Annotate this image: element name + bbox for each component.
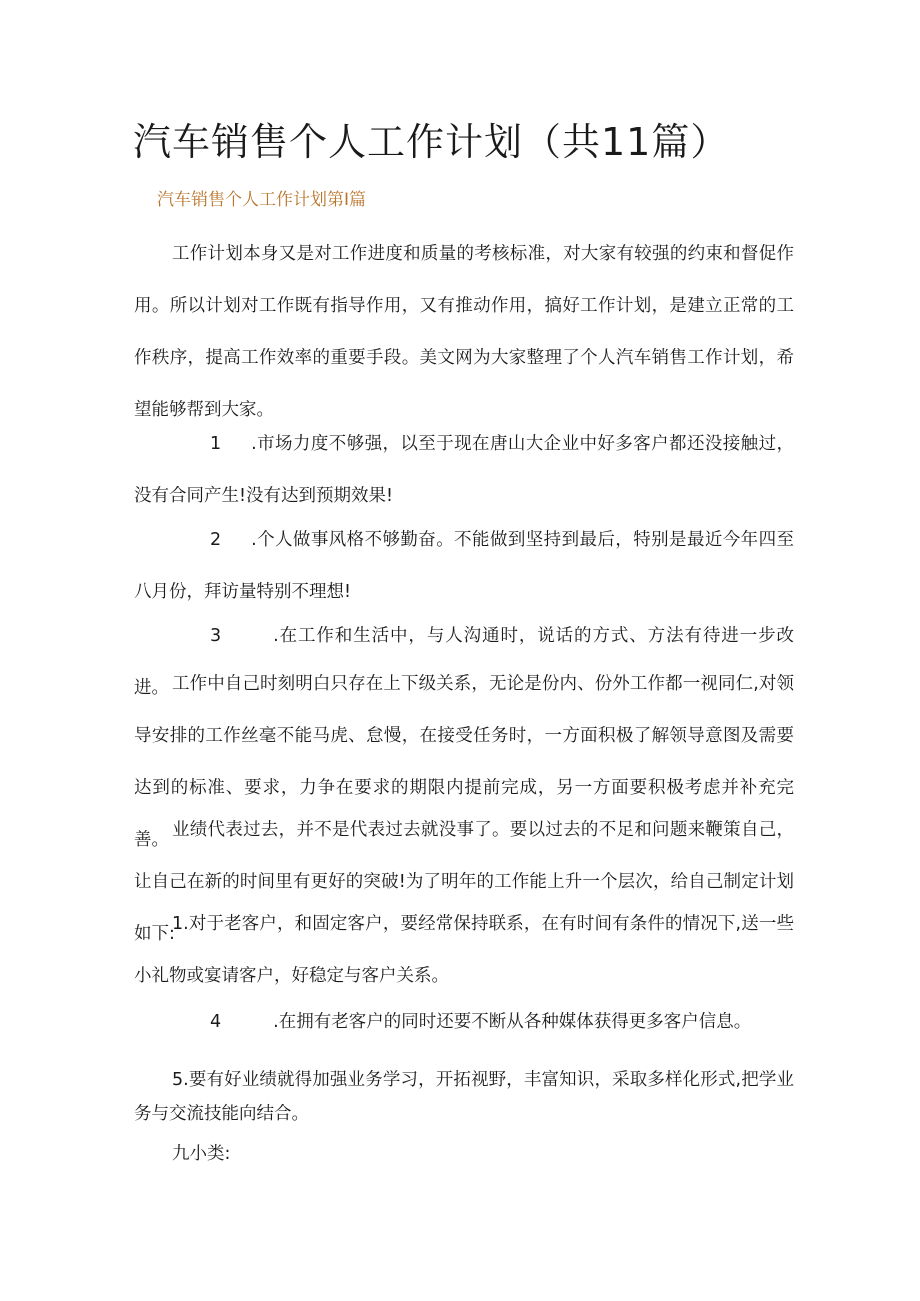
problem-item-2-text: .个人做事风格不够勤奋。不能做到坚持到最后，特别是最近今年四至八月份，拜访量特别不理想! xyxy=(134,530,794,602)
document-title: 汽车销售个人工作计划（共11篇） xyxy=(133,120,730,164)
problem-item-3-number: 3 xyxy=(210,626,222,646)
plan-item-4-text: .在拥有老客户的同时还要不断从各种媒体获得更多客户信息。 xyxy=(273,1012,752,1032)
plan-paragraph: 业绩代表过去，并不是代表过去就没事了。要以过去的不足和问题来鞭策自己，让自己在新的时间里有更好的突破!为了明年的工作能上升一个层次，给自己制定计划如下: xyxy=(134,820,794,944)
attitude-paragraph: 工作中自己时刻明白只存在上下级关系，无论是份内、份外工作都一视同仁,对领导安排的工作丝毫不能马虎、怠慢，在接受任务时，一方面积极了解领导意图及需要达到的标准、要求，力争在要求的期限内提前完成，另一方面要积极考虑并补充完善。 xyxy=(134,674,794,850)
plan-item-1: 1.对于老客户，和固定客户，要经常保持联系，在有时间有条件的情况下,送一些小礼物或宴请客户，好稳定与客户关系。 xyxy=(134,914,794,986)
problem-item-3-text: .在工作和生活中，与人沟通时，说话的方式、方法有待进一步改进。 xyxy=(134,626,794,698)
problem-item-2 xyxy=(134,514,794,618)
problem-item-2-number: 2 xyxy=(210,530,222,550)
plan-item-4 xyxy=(134,996,794,1048)
intro-paragraph: 工作计划本身又是对工作进度和质量的考核标准，对大家有较强的约束和督促作用。所以计划对工作既有指导作用，又有推动作用，搞好工作计划，是建立正常的工作秩序，提高工作效率的重要手段。美文网为大家整理了个人汽车销售工作计划，希望能够帮到大家。 xyxy=(134,244,794,420)
plan-item-5: 5.要有好业绩就得加强业务学习，开拓视野，丰富知识，采取多样化形式,把学业务与交流技能向结合。 xyxy=(134,1070,794,1124)
problem-item-1-number: 1 xyxy=(210,434,222,454)
problem-item-1-text: .市场力度不够强，以至于现在唐山大企业中好多客户都还没接触过，没有合同产生!没有达到预期效果! xyxy=(134,434,794,506)
section-heading: 汽车销售个人工作计划第Ⅰ篇 xyxy=(157,190,367,210)
problem-item-1 xyxy=(134,418,794,522)
plan-item-4-number: 4 xyxy=(210,1012,222,1032)
closing-label: 九小类: xyxy=(172,1144,231,1164)
